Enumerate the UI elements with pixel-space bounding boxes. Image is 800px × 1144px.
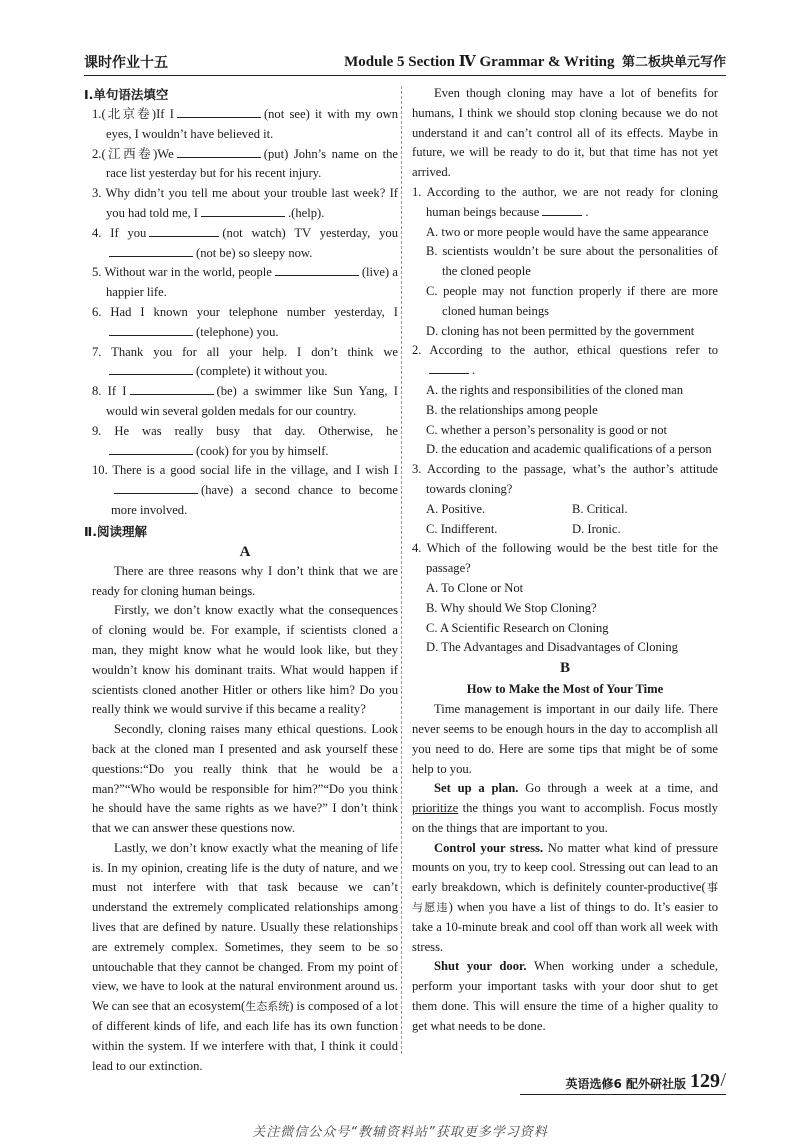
answer-blank[interactable] bbox=[275, 263, 359, 276]
passage-a-paragraph: There are three reasons why I don’t think that we are ready for cloning human beings. bbox=[92, 563, 398, 598]
module-section-title bbox=[344, 51, 726, 71]
answer-blank[interactable] bbox=[177, 145, 261, 158]
grammar-question-10: 10. There is a good social life in the village, and I wish I(have) a second chance to become more involved. bbox=[92, 463, 398, 517]
passage-a-paragraph: Even though cloning may have a lot of benefits for humans, I think we should stop cloning because we do not understand it and can’t control all of its effects. Maybe in future, we will be ready to do it, but that time has not yet arrived. bbox=[412, 86, 718, 180]
option-d[interactable]: D. the education and academic qualifications of a person bbox=[426, 442, 712, 457]
grammar-question-8: 8. If I (be) a swimmer like Sun Yang, I would win several golden medals for our country. bbox=[92, 384, 399, 418]
option-b[interactable]: B. Critical. bbox=[572, 501, 628, 516]
passage-b-label: B bbox=[559, 660, 570, 677]
grammar-question-4: 4. If you (not watch) TV yesterday, you(not be) so sleepy now. bbox=[92, 225, 398, 260]
book-label: 英语选修6 配外研社版 bbox=[565, 1077, 686, 1091]
reading-question-1: 1. According to the author, we are not ready for cloning human beings because . bbox=[412, 184, 718, 219]
module-section-zh: 第二板块单元写作 bbox=[621, 55, 726, 70]
answer-blank[interactable] bbox=[542, 203, 582, 216]
grammar-question-5: 5. Without war in the world, people (live) a happier life. bbox=[92, 265, 398, 300]
reading-question-3: 3. According to the passage, what’s the author’s attitude towards cloning? bbox=[412, 462, 718, 496]
option-c[interactable]: C. Indifferent. bbox=[426, 521, 498, 536]
passage-a-label: A bbox=[239, 543, 251, 560]
passage-b-paragraph: Shut your door. When working under a schedule, perform your important tasks with your door shut to get them done. This will ensure the time of a higher quality to get what needs to be done. bbox=[412, 959, 718, 1033]
passage-a-paragraph: Lastly, we don’t know exactly what the meaning of life is. In my opinion, creating life is the duty of nature, and we must not interfere with that task because we can’t understand the extremely complicated relationships among lives that are defined by nature. Usually these relationships are extremely complex. Sometimes, they seem to be so untouchable that they cannot be changed. From my point of view, we have to look at the natural environment around us. We can see that an ecosystem(生态系统) is composed of a lot of different kinds of life, and each life has its own function within the system. If we interfere with that, I think it could lead to our extinction. bbox=[92, 840, 398, 1073]
option-a[interactable]: A. two or more people would have the same appearance bbox=[426, 224, 709, 239]
answer-blank[interactable] bbox=[149, 224, 219, 237]
grammar-question-6: 6. Had I known your telephone number yesterday, I(telephone) you. bbox=[92, 304, 398, 339]
answer-blank[interactable] bbox=[109, 244, 193, 257]
option-d[interactable]: D. cloning has not been permitted by the government bbox=[426, 323, 695, 338]
module-section-en: Module 5 Section Ⅳ Grammar & Writing bbox=[344, 54, 615, 70]
reading-question-4: 4. Which of the following would be the best title for the passage? bbox=[412, 541, 718, 576]
option-c[interactable]: C. people may not function properly if there are more cloned human beings bbox=[426, 283, 718, 318]
answer-blank[interactable] bbox=[130, 382, 214, 395]
option-row bbox=[412, 500, 718, 520]
grammar-question-9: 9. He was really busy that day. Otherwise, he(cook) for you by himself. bbox=[92, 423, 398, 458]
page-number: 129 bbox=[690, 1070, 720, 1092]
passage-b-title: How to Make the Most of Your Time bbox=[466, 682, 664, 697]
grammar-question-7: 7. Thank you for all your help. I don’t think we(complete) it without you. bbox=[92, 344, 398, 379]
option-c[interactable]: C. A Scientific Research on Cloning bbox=[426, 620, 609, 635]
answer-blank[interactable] bbox=[177, 105, 261, 118]
passage-a-paragraph: Secondly, cloning raises many ethical questions. Look back at the cloned man I presented and ask yourself these questions:“Do you really think that he would be a man?”“Who would be responsible for him?”“Do you think he should have the same rights as we have?” I don’t think that we can answer these questions now. bbox=[92, 722, 398, 836]
option-d[interactable]: D. Ironic. bbox=[572, 521, 621, 536]
right-column bbox=[412, 84, 718, 1037]
option-d[interactable]: D. The Advantages and Disadvantages of Cloning bbox=[426, 640, 678, 655]
answer-blank[interactable] bbox=[109, 323, 193, 336]
option-c[interactable]: C. whether a person’s personality is good or not bbox=[426, 422, 667, 437]
column-divider bbox=[401, 86, 402, 1054]
grammar-question-2: 2.(江西卷)We (put) John’s name on the race list yesterday but for his recent injury. bbox=[92, 146, 398, 181]
option-b[interactable]: B. the relationships among people bbox=[426, 402, 598, 417]
page-header bbox=[84, 50, 726, 76]
option-b[interactable]: B. Why should We Stop Cloning? bbox=[426, 600, 597, 615]
answer-blank[interactable] bbox=[429, 361, 469, 374]
passage-b-paragraph: Control your stress. No matter what kind of pressure mounts on you, try to keep cool. Stressing out can lead to an early breakdown, which is definitely counter-productive(事与愿违) when you have a list of things to do. It’s easier to take a 10-minute break and cool off than work all week with stress. bbox=[412, 840, 719, 954]
passage-b-paragraph: Set up a plan. Go through a week at a time, and prioritize the things you want to accomplish. Focus mostly on the things that are important to you. bbox=[412, 781, 718, 835]
grammar-question-1: 1.(北京卷)If I (not see) it with my own eyes, I wouldn’t have believed it. bbox=[92, 107, 398, 141]
section-1-title: Ⅰ.单句语法填空 bbox=[84, 87, 169, 102]
passage-a-paragraph: Firstly, we don’t know exactly what the consequences of cloning would be. For example, if scientists cloned a man, they might know what he would look like, but they wouldn’t know his dominant traits. What would happen if scientists cloned another Hitler or others like him? Do you really think we would survive if this became a reality? bbox=[92, 603, 398, 717]
watermark-text: 关注微信公众号“教辅资料站”获取更多学习资料 bbox=[252, 1125, 548, 1140]
section-2-title: Ⅱ.阅读理解 bbox=[84, 523, 147, 539]
option-a[interactable]: A. Positive. bbox=[426, 501, 486, 516]
option-b[interactable]: B. scientists wouldn’t be sure about the personalities of the cloned people bbox=[426, 244, 718, 279]
page-slash: / bbox=[720, 1069, 726, 1091]
answer-blank[interactable] bbox=[109, 442, 193, 455]
answer-blank[interactable] bbox=[109, 362, 193, 375]
left-column bbox=[84, 84, 399, 1076]
grammar-question-3: 3. Why didn’t you tell me about your trouble last week? If you had told me, I .(help). bbox=[92, 186, 398, 220]
passage-b-paragraph: Time management is important in our daily life. There never seems to be enough hours in the day to accomplish all you need to do. Here are some tips that might be of some help to you. bbox=[412, 702, 718, 776]
answer-blank[interactable] bbox=[114, 481, 198, 494]
answer-blank[interactable] bbox=[201, 204, 285, 217]
option-a[interactable]: A. To Clone or Not bbox=[426, 580, 524, 595]
option-row bbox=[412, 520, 718, 540]
option-a[interactable]: A. the rights and responsibilities of the cloned man bbox=[426, 382, 684, 397]
homework-title: 课时作业十五 bbox=[84, 55, 168, 71]
reading-question-2: 2. According to the author, ethical questions refer to. bbox=[412, 343, 718, 378]
page-footer bbox=[520, 1069, 726, 1095]
